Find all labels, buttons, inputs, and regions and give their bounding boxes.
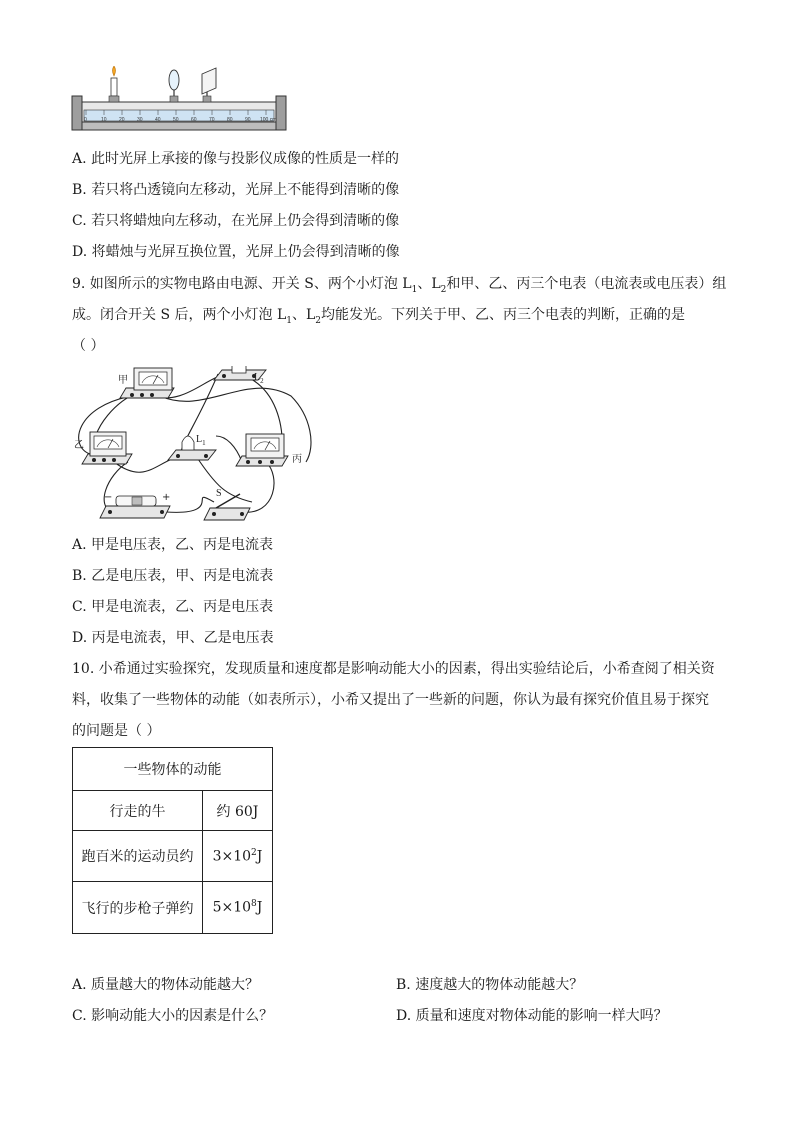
q8-option-a: A. 此时光屏上承接的像与投影仪成像的性质是一样的 <box>72 151 400 167</box>
ruler-tick-80: 80 <box>227 117 233 123</box>
meter-bing-icon <box>236 434 288 466</box>
ruler-tick-30: 30 <box>137 117 143 123</box>
ruler-tick-100: 100 cm <box>260 117 277 123</box>
ruler-tick-40: 40 <box>155 117 161 123</box>
q10-stem-line1: 10. 小希通过实验探究，发现质量和速度都是影响动能大小的因素，得出实验结论后，小希查阅了相关资 <box>72 661 715 677</box>
q10-option-d: D. 质量和速度对物体动能的影响一样大吗？ <box>396 1008 668 1024</box>
q10-option-b: B. 速度越大的物体动能越大？ <box>396 977 584 993</box>
battery-minus-label: − <box>104 492 113 503</box>
optical-bench-figure <box>70 66 290 136</box>
table-cell-value: $3\times 10^2J$ <box>203 831 273 882</box>
table-cell-name: 跑百米的运动员约 <box>73 831 203 882</box>
q9-option-c: C. 甲是电流表，乙、丙是电压表 <box>72 599 274 615</box>
ruler-tick-50: 50 <box>173 117 179 123</box>
convex-lens-icon <box>169 70 179 102</box>
table-row <box>73 831 273 882</box>
lamp-label-l1: $L_1$ <box>196 434 206 447</box>
ammeter-jia-icon <box>120 368 174 398</box>
table-row <box>73 882 273 934</box>
candle-icon <box>109 66 119 102</box>
table-cell-name: 行走的牛 <box>73 791 203 831</box>
kinetic-energy-table <box>72 747 273 934</box>
q9-stem-line1: 9. 如图所示的实物电路由电源、开关 S、两个小灯泡 $L_1$、$L_2$和甲、乙、丙三个电表（电流表或电压表）组 <box>72 276 727 295</box>
q10-stem-line2: 料，收集了一些物体的动能（如表所示），小希又提出了一些新的问题，你认为最有探究价值且易于探究 <box>72 692 709 708</box>
table-cell-name: 飞行的步枪子弹约 <box>73 882 203 934</box>
table-title: 一些物体的动能 <box>73 748 273 791</box>
q8-option-d: D. 将蜡烛与光屏互换位置，光屏上仍会得到清晰的像 <box>72 244 400 260</box>
q9-answer-blank: （ ） <box>72 338 105 354</box>
circuit-figure <box>66 366 320 526</box>
switch-icon <box>204 494 250 520</box>
meter-yi-icon <box>82 432 132 464</box>
ruler-tick-70: 70 <box>209 117 215 123</box>
table-cell-value: 约 60J <box>203 791 273 831</box>
battery-plus-label: + <box>162 492 171 503</box>
ruler-tick-60: 60 <box>191 117 197 123</box>
meter-label-jia: 甲 <box>118 375 128 386</box>
meter-label-bing: 丙 <box>292 454 302 465</box>
q10-option-a: A. 质量越大的物体动能越大？ <box>72 977 260 993</box>
q10-option-c: C. 影响动能大小的因素是什么？ <box>72 1008 274 1024</box>
table-cell-value: $5\times 10^8J$ <box>203 882 273 934</box>
lamp-label-l2: $L_2$ <box>254 372 264 385</box>
ruler-tick-0: 0 <box>84 117 87 123</box>
meter-label-yi: 乙 <box>74 440 84 451</box>
q9-option-d: D. 丙是电流表，甲、乙是电压表 <box>72 630 274 646</box>
q9-option-b: B. 乙是电压表，甲、丙是电流表 <box>72 568 274 584</box>
ruler-tick-10: 10 <box>101 117 107 123</box>
table-row <box>73 791 273 831</box>
bulb-l1-icon <box>168 436 216 460</box>
q10-stem-line3: 的问题是（ ） <box>72 723 161 739</box>
ruler-tick-20: 20 <box>119 117 125 123</box>
q8-option-b: B. 若只将凸透镜向左移动，光屏上不能得到清晰的像 <box>72 182 400 198</box>
ruler-tick-90: 90 <box>245 117 251 123</box>
switch-label-s: S <box>216 488 222 499</box>
q9-stem-line2: 成。闭合开关 S 后，两个小灯泡 $L_1$、$L_2$均能发光。下列关于甲、乙、丙三个电表的判断，正确的是 <box>72 307 686 326</box>
q8-option-c: C. 若只将蜡烛向左移动，在光屏上仍会得到清晰的像 <box>72 213 400 229</box>
q9-option-a: A. 甲是电压表，乙、丙是电流表 <box>72 537 274 553</box>
light-screen-icon <box>202 68 216 102</box>
